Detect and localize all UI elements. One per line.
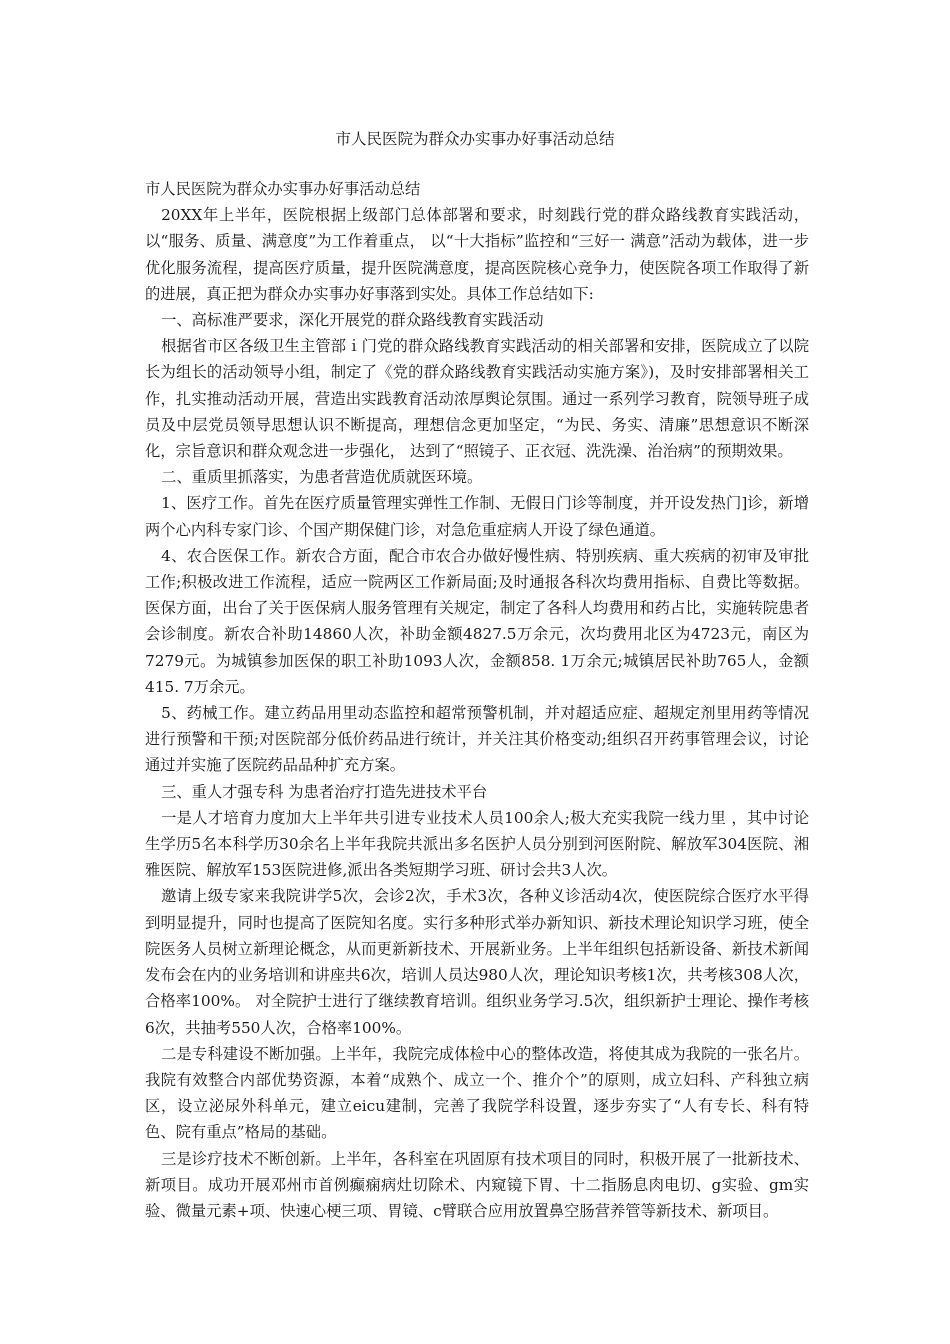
- paragraph: 根据省市区各级卫生主管部ｉ门党的群众路线教育实践活动的相关部署和安排，医院成立了以院长为组长的活动领导小组，制定了《党的群众路线教育实践活动实施方案》)，及时安排部署相关工作，扎实推动活动开展，营造出实践教育活动浓厚舆论氛围。通过一系列学习教育，院领导班子成员及中层党员领导思想认识不断提高，理想信念更加坚定，“为民、务实、清廉”思想意识不断深化，宗旨意识和群众观念进一步强化， 达到了“照镜子、正衣冠、洗洗澡、治治病”的预期效果。: [145, 337, 809, 461]
- section-heading-3: 三、重人才强专科 为患者治疗打造先进技术平台: [161, 782, 488, 801]
- paragraph: 一是人才培育力度加大上半年共引进专业技术人员100余人;极大充实我院一线力里 ，其中讨论生学历5名本科学历30余名上半年我院共派出多名医护人员分别到河医附院、解放军304医院、湘雅医院、解放军153医院进修,派出各类短期学习班、研讨会共3人次。: [145, 808, 809, 880]
- paragraph: 邀请上级专家来我院讲学5次，会诊2次，手术3次，各种义诊活动4次，使医院综合医疗水平得到明显提升，同时也提高了医院知名度。实行多种形式举办新知识、新技术理论知识学习班，使全院医务人员树立新理论概念，从而更新新技术、开展新业务。上半年组织包括新设备、新技术新闻发布会在内的业务培训和讲座共6次，培训人员达980人次，理论知识考核1次，共考核308人次，合格率100%。 对全院护士进行了继续教育培训。组织业务学习.5次，组织新护士理论、操作考核6次，共抽考550人次，合格率100%。: [145, 887, 809, 1037]
- paragraph: 二是专科建设不断加强。上半年，我院完成体检中心的整体改造，将使其成为我院的一张名片。我院有效整合内部优势资源，本着“成熟个、成立一个、推介个”的原则，成立妇科、产科独立病区，设立泌尿外科单元，建立eicu建制，完善了我院学科设置，逐步夯实了“人有专长、科有特色、院有重点”格局的基础。: [145, 1044, 809, 1142]
- paragraph: 4、农合医保工作。新农合方面，配合市农合办做好慢性病、特别疾病、重大疾病的初审及审批工作;积极改进工作流程，适应一院两区工作新局面;及时通报各科次均费用指标、自费比等数据。医保方面，出台了关于医保病人服务管理有关规定，制定了各科人均费用和药占比，实施转院患者会诊制度。新农合补助14860人次，补助金额4827.5万余元，次均费用北区为4723元，南区为7279元。为城镇参加医保的职工补助1093人次，金额858. 1万余元;城镇居民补助765人，金额415. 7万余元。: [145, 546, 809, 696]
- paragraph: 三是诊疗技术不断创新。上半年，各科室在巩固原有技术项目的同时，积极开展了一批新技术、新项目。成功开展邓州市首例癫痫病灶切除术、内窥镜下胃、十二指肠息肉电切、g实验、gm实验、微量元素+项、快速心梗三项、胃镜、c臂联合应用放置鼻空肠营养管等新技术、新项目。: [145, 1149, 809, 1220]
- body-heading: 市人民医院为群众办实事办好事活动总结: [145, 180, 421, 198]
- document-title: 市人民医院为群众办实事办好事活动总结: [335, 130, 615, 148]
- paragraph-intro: 20XX年上半年，医院根据上级部门总体部署和要求，时刻践行党的群众路线教育实践活动，以“服务、质量、满意度”为工作着重点， 以“十大指标”监控和“三好一 满意”活动为载体，进一步优化服务流程，提高医疗质量，提升医院满意度，提高医院核心竞争力，使医院各项工作取得了新的进展，真正把为群众办实事办好事落到实处。具体工作总结如下:: [145, 206, 809, 303]
- paragraph: 1、医疗工作。首先在医疗质量管理实弹性工作制、无假日门诊等制度，并开设发热门]诊，新增两个心内科专家门诊、个国产期保健门诊，对急危重症病人开设了绿色通道。: [145, 494, 809, 539]
- document-body: [145, 176, 809, 1224]
- paragraph: 5、药械工作。建立药品用里动态监控和超常预警机制，并对超适应症、超规定剂里用药等情况进行预警和干预;对医院部分低价药品进行统计，并关注其价格变动;组织召开药事管理会议，讨论通过并实施了医院药品品种扩充方案。: [145, 704, 809, 775]
- section-heading-2: 二、重质里抓落实，为患者营造优质就医环境。: [161, 468, 483, 487]
- section-heading-1: 一、高标准严要求，深化开展党的群众路线教育实践活动: [161, 311, 544, 330]
